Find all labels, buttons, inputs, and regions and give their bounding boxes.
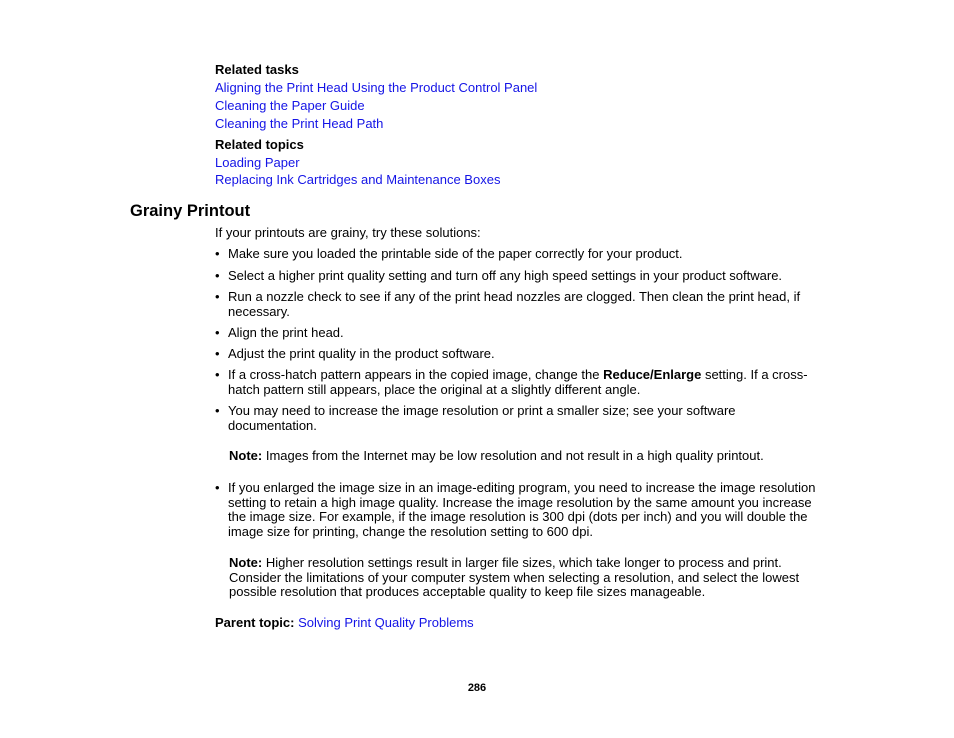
link-cleaning-print-head-path[interactable]: Cleaning the Print Head Path <box>215 116 384 131</box>
note-internet-images <box>229 449 764 464</box>
list-item <box>215 290 825 319</box>
bullet-icon: • <box>215 346 220 361</box>
list-item <box>215 481 825 539</box>
bullet-line: image size for printing, change the resolution setting to 600 dpi. <box>228 523 593 539</box>
page-number: 286 <box>467 682 487 694</box>
bullet-line: hatch pattern still appears, place the original at a slightly different angle. <box>228 381 641 397</box>
note-text: Higher resolution settings result in larger file sizes, which take longer to process and print. <box>262 555 782 570</box>
parent-topic <box>215 616 474 630</box>
section-title: Grainy Printout <box>130 202 251 220</box>
note-resolution-settings <box>229 556 799 600</box>
bullet-text <box>228 368 825 397</box>
related-tasks-heading: Related tasks <box>215 62 299 77</box>
reduce-enlarge-setting: Reduce/Enlarge <box>603 367 702 382</box>
link-cleaning-paper-guide[interactable]: Cleaning the Paper Guide <box>215 98 365 113</box>
bullet-text <box>228 290 825 319</box>
bullet-line: setting to retain a high image quality. Increase the image resolution by the same amount you increase <box>228 494 812 510</box>
bullet-text-pre: If a cross-hatch pattern appears in the copied image, change the <box>228 367 604 382</box>
list-item <box>215 326 825 341</box>
note-label: Note: <box>229 555 263 570</box>
bullet-icon: • <box>215 289 220 304</box>
link-replacing-ink-cartridges[interactable]: Replacing Ink Cartridges and Maintenance Boxes <box>215 172 501 187</box>
note-line <box>229 556 799 571</box>
bullet-text: Make sure you loaded the printable side of the paper correctly for your product. <box>228 246 683 261</box>
bullet-icon: • <box>215 480 220 495</box>
bullet-text-post: setting. If a cross- <box>701 367 808 382</box>
bullet-line <box>228 368 825 383</box>
link-aligning-print-head[interactable]: Aligning the Print Head Using the Product Control Panel <box>215 80 538 95</box>
note-label: Note: <box>229 448 263 463</box>
list-item <box>215 368 825 397</box>
related-topics-heading: Related topics <box>215 137 304 152</box>
link-loading-paper[interactable]: Loading Paper <box>215 155 300 170</box>
bullet-icon: • <box>215 367 220 382</box>
bullet-icon: • <box>215 268 220 283</box>
note-line: possible resolution that produces acceptable quality to keep file sizes manageable. <box>229 584 706 599</box>
bullet-line: Run a nozzle check to see if any of the print head nozzles are clogged. Then clean the print head, if <box>228 289 801 304</box>
bullet-icon: • <box>215 246 220 261</box>
bullet-text: Adjust the print quality in the product software. <box>228 346 495 361</box>
bullet-line: the image size. For example, if the image resolution is 300 dpi (dots per inch) and you will double the <box>228 509 808 524</box>
bullet-line: If you enlarged the image size in an image-editing program, you need to increase the image resolution <box>228 480 816 495</box>
link-solving-print-quality-problems[interactable]: Solving Print Quality Problems <box>298 615 474 630</box>
bullet-text <box>228 404 825 433</box>
list-item <box>215 269 825 284</box>
bullet-icon: • <box>215 403 220 418</box>
note-line: Consider the limitations of your computer system when selecting a resolution, and select the lowest <box>229 569 800 585</box>
note-text: Images from the Internet may be low resolution and not result in a high quality printout. <box>262 448 764 463</box>
list-item <box>215 247 825 262</box>
parent-topic-label: Parent topic: <box>215 615 295 630</box>
bullet-line: You may need to increase the image resolution or print a smaller size; see your software <box>228 403 736 418</box>
bullet-text <box>228 481 825 539</box>
bullet-text: Select a higher print quality setting and turn off any high speed settings in your product software. <box>228 268 783 283</box>
list-item <box>215 404 825 433</box>
bullet-line: necessary. <box>228 303 290 319</box>
list-item <box>215 347 825 362</box>
section-intro: If your printouts are grainy, try these solutions: <box>215 225 481 240</box>
bullet-icon: • <box>215 325 220 340</box>
bullet-text: Align the print head. <box>228 325 344 340</box>
bullet-line: documentation. <box>228 417 317 433</box>
